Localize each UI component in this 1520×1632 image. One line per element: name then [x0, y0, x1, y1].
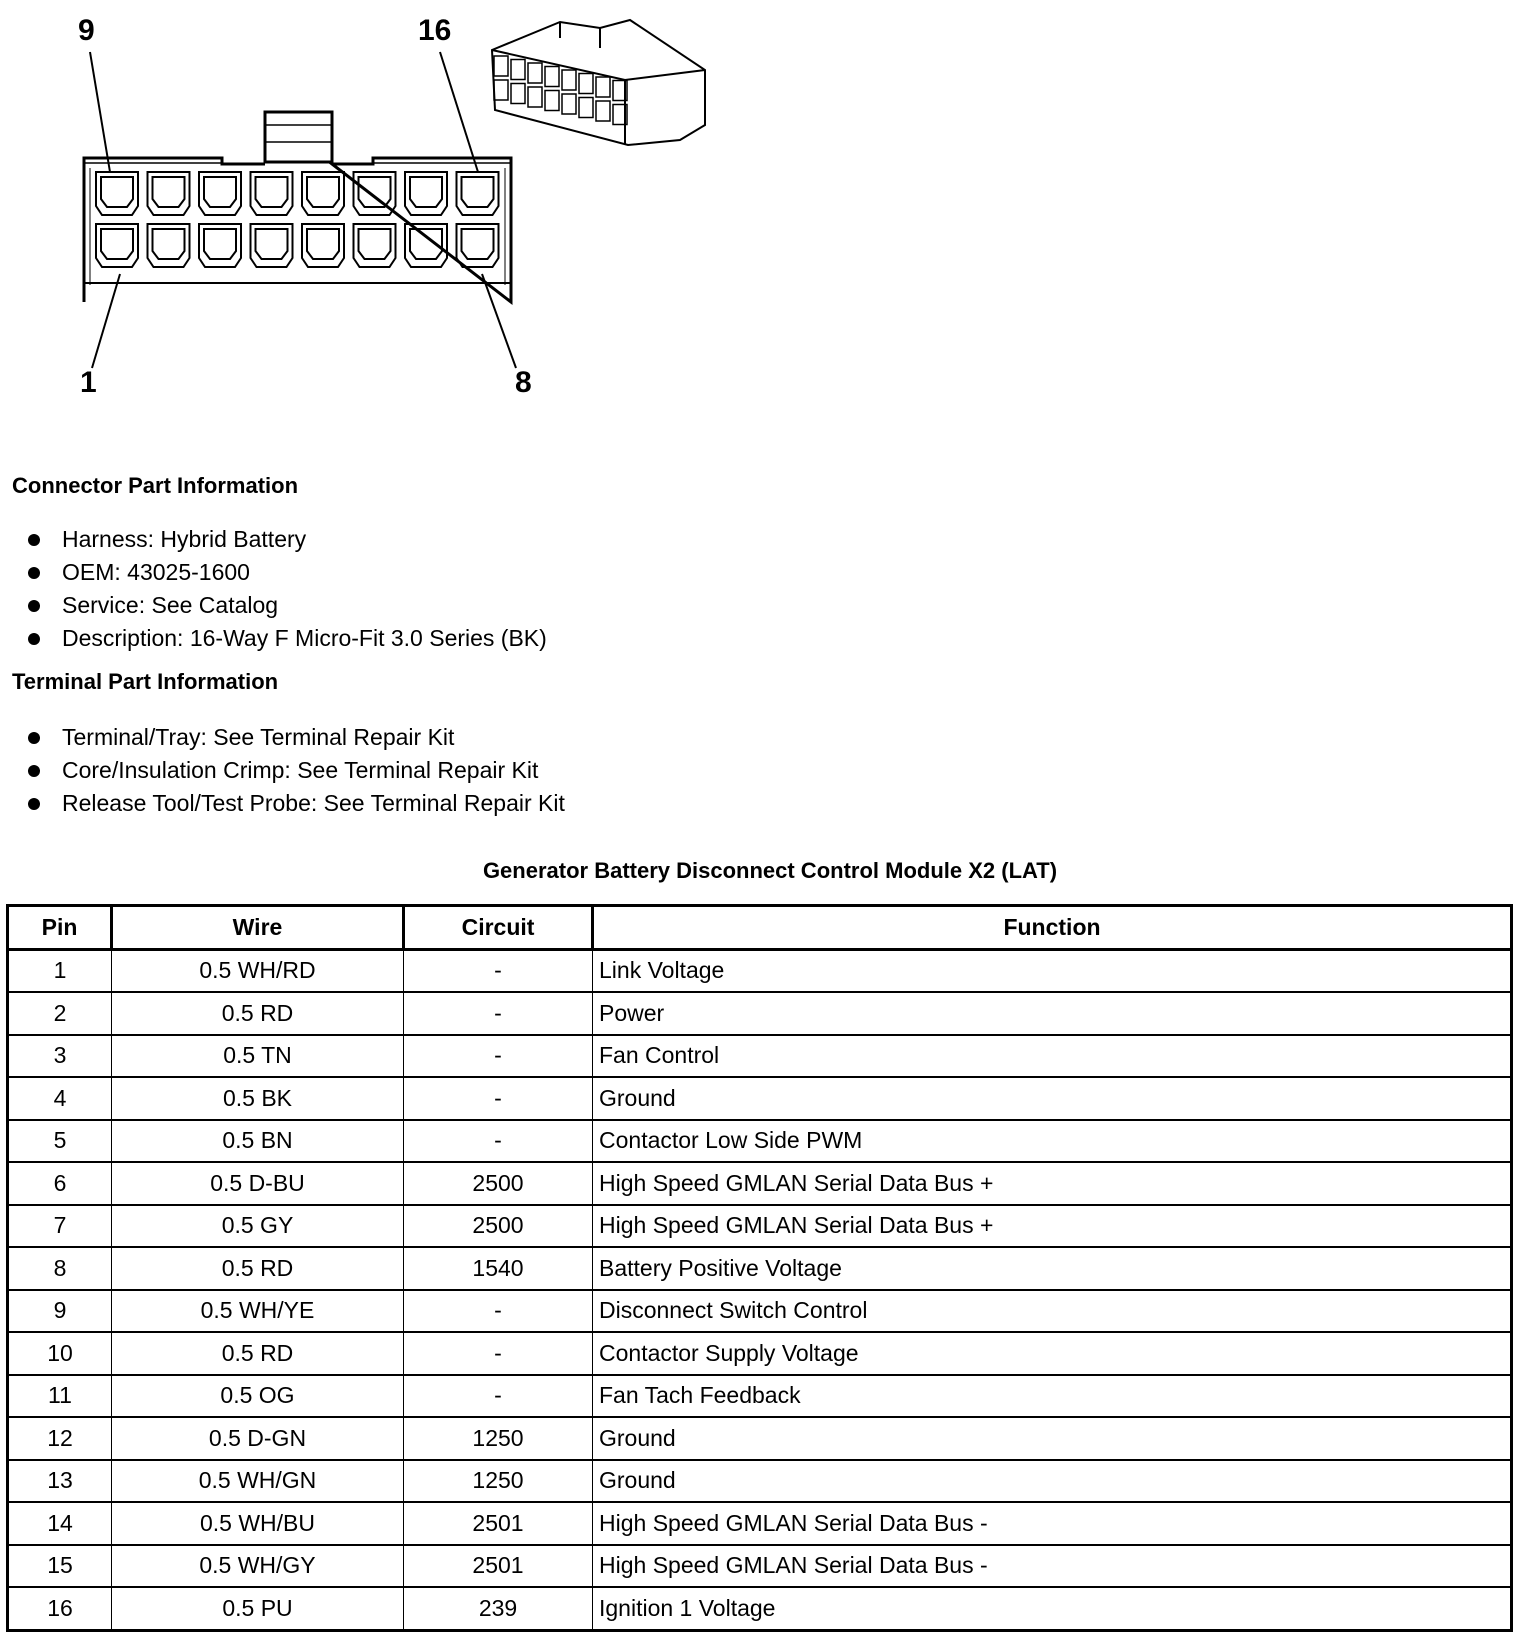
function-cell: Ground [593, 1077, 1512, 1120]
cavity [302, 224, 344, 267]
iso-cavity [494, 80, 508, 100]
iso-cavity [545, 67, 559, 87]
circuit-cell: 1250 [404, 1417, 593, 1460]
cavity-terminal [204, 229, 236, 259]
wire-cell: 0.5 WH/YE [112, 1290, 404, 1333]
wire-cell: 0.5 RD [112, 1247, 404, 1290]
pin-cell: 1 [8, 949, 112, 992]
cavity [457, 172, 499, 215]
cavity [251, 172, 293, 215]
bullet-icon [28, 765, 40, 777]
cavity [457, 224, 499, 267]
iso-cavity [528, 87, 542, 107]
list-item: Description: 16-Way F Micro-Fit 3.0 Series (BK) [28, 622, 547, 655]
circuit-cell: 1250 [404, 1460, 593, 1503]
table-title: Generator Battery Disconnect Control Module X2 (LAT) [482, 858, 1058, 883]
wire-cell: 0.5 OG [112, 1375, 404, 1418]
cavity [405, 172, 447, 215]
bullet-icon [28, 567, 40, 579]
list-item: Harness: Hybrid Battery [28, 523, 547, 556]
list-item: Core/Insulation Crimp: See Terminal Repair Kit [28, 754, 565, 787]
cavity-terminal [410, 177, 442, 207]
table-row [8, 1162, 1512, 1205]
cavity-terminal [101, 177, 133, 207]
connector-isometric-thumbnail [492, 20, 705, 145]
wire-cell: 0.5 RD [112, 1332, 404, 1375]
pin-label-9: 9 [78, 14, 95, 47]
connector-info-heading: Connector Part Information [12, 473, 299, 498]
table-row [8, 992, 1512, 1035]
cavity-terminal [153, 229, 185, 259]
cavity-terminal [307, 229, 339, 259]
cavity-terminal [204, 177, 236, 207]
function-cell: Contactor Low Side PWM [593, 1120, 1512, 1163]
cavity [251, 224, 293, 267]
wire-cell: 0.5 WH/RD [112, 949, 404, 992]
cavity-grid [96, 172, 499, 267]
function-cell: Fan Tach Feedback [593, 1375, 1512, 1418]
iso-cavity [528, 63, 542, 83]
circuit-cell: 2500 [404, 1205, 593, 1248]
cavity [405, 224, 447, 267]
circuit-cell: - [404, 1035, 593, 1078]
cavity-terminal [256, 229, 288, 259]
table-row [8, 1460, 1512, 1503]
table-row [8, 1035, 1512, 1078]
table-row [8, 1545, 1512, 1588]
cavity [96, 172, 138, 215]
iso-cavity [596, 77, 610, 97]
function-cell: Power [593, 992, 1512, 1035]
header-pin: Pin [8, 906, 112, 950]
pin-cell: 8 [8, 1247, 112, 1290]
cavity-terminal [462, 229, 494, 259]
circuit-cell: - [404, 1120, 593, 1163]
pin-cell: 5 [8, 1120, 112, 1163]
function-cell: Ground [593, 1417, 1512, 1460]
function-cell: Battery Positive Voltage [593, 1247, 1512, 1290]
iso-cavity [511, 84, 525, 104]
cavity [148, 172, 190, 215]
table-row [8, 1502, 1512, 1545]
iso-cavity [596, 101, 610, 121]
circuit-cell: - [404, 1332, 593, 1375]
function-cell: High Speed GMLAN Serial Data Bus - [593, 1502, 1512, 1545]
cavity-terminal [307, 177, 339, 207]
list-item: OEM: 43025-1600 [28, 556, 547, 589]
cavity [199, 172, 241, 215]
circuit-cell: - [404, 949, 593, 992]
wire-cell: 0.5 D-GN [112, 1417, 404, 1460]
pin-label-16: 16 [418, 14, 452, 47]
table-row [8, 1247, 1512, 1290]
function-cell: Ground [593, 1460, 1512, 1503]
pin-cell: 13 [8, 1460, 112, 1503]
cavity-terminal [153, 177, 185, 207]
circuit-cell: 2500 [404, 1162, 593, 1205]
pin-cell: 12 [8, 1417, 112, 1460]
iso-cavity [545, 91, 559, 111]
circuit-cell: 239 [404, 1587, 593, 1630]
wire-cell: 0.5 TN [112, 1035, 404, 1078]
cavity-terminal [101, 229, 133, 259]
header-wire: Wire [112, 906, 404, 950]
bullet-icon [28, 633, 40, 645]
function-cell: Disconnect Switch Control [593, 1290, 1512, 1333]
iso-cavity [494, 56, 508, 76]
pin-cell: 16 [8, 1587, 112, 1630]
bullet-icon [28, 600, 40, 612]
pin-label-8: 8 [515, 366, 532, 399]
cavity [354, 224, 396, 267]
iso-cavity [579, 98, 593, 118]
circuit-cell: 1540 [404, 1247, 593, 1290]
list-item: Release Tool/Test Probe: See Terminal Repair Kit [28, 787, 565, 820]
circuit-cell: 2501 [404, 1545, 593, 1588]
circuit-cell: - [404, 992, 593, 1035]
table-row [8, 1332, 1512, 1375]
pin-cell: 3 [8, 1035, 112, 1078]
function-cell: Fan Control [593, 1035, 1512, 1078]
wire-cell: 0.5 D-BU [112, 1162, 404, 1205]
table-row [8, 1205, 1512, 1248]
wire-cell: 0.5 BK [112, 1077, 404, 1120]
table-row [8, 1290, 1512, 1333]
pin-cell: 9 [8, 1290, 112, 1333]
cavity [148, 224, 190, 267]
list-item: Service: See Catalog [28, 589, 547, 622]
pinout-table [6, 904, 1513, 1632]
pin-cell: 14 [8, 1502, 112, 1545]
pin-label-1: 1 [80, 366, 97, 399]
wire-cell: 0.5 WH/GN [112, 1460, 404, 1503]
cavity-terminal [462, 177, 494, 207]
header-function: Function [593, 906, 1512, 950]
cavity [96, 224, 138, 267]
table-row [8, 1375, 1512, 1418]
pin-cell: 6 [8, 1162, 112, 1205]
bullet-icon [28, 732, 40, 744]
pin-cell: 4 [8, 1077, 112, 1120]
wire-cell: 0.5 BN [112, 1120, 404, 1163]
function-cell: High Speed GMLAN Serial Data Bus + [593, 1162, 1512, 1205]
table-row [8, 1417, 1512, 1460]
circuit-cell: - [404, 1290, 593, 1333]
wire-cell: 0.5 WH/GY [112, 1545, 404, 1588]
table-row [8, 949, 1512, 992]
connector-face-diagram [0, 0, 740, 410]
pin-cell: 11 [8, 1375, 112, 1418]
wire-cell: 0.5 RD [112, 992, 404, 1035]
cavity-terminal [359, 177, 391, 207]
table-row [8, 1587, 1512, 1630]
pin-cell: 15 [8, 1545, 112, 1588]
bullet-icon [28, 798, 40, 810]
connector-info-list [28, 523, 547, 655]
function-cell: Ignition 1 Voltage [593, 1587, 1512, 1630]
cavity-terminal [256, 177, 288, 207]
iso-cavity [579, 74, 593, 94]
list-item: Terminal/Tray: See Terminal Repair Kit [28, 721, 565, 754]
wire-cell: 0.5 GY [112, 1205, 404, 1248]
header-circuit: Circuit [404, 906, 593, 950]
pin-cell: 7 [8, 1205, 112, 1248]
circuit-cell: - [404, 1375, 593, 1418]
function-cell: Contactor Supply Voltage [593, 1332, 1512, 1375]
function-cell: Link Voltage [593, 949, 1512, 992]
table-row [8, 1077, 1512, 1120]
function-cell: High Speed GMLAN Serial Data Bus + [593, 1205, 1512, 1248]
wire-cell: 0.5 WH/BU [112, 1502, 404, 1545]
circuit-cell: 2501 [404, 1502, 593, 1545]
connector-latch [265, 112, 332, 162]
cavity-terminal [359, 229, 391, 259]
terminal-info-heading: Terminal Part Information [12, 669, 279, 694]
pin-cell: 2 [8, 992, 112, 1035]
table-row [8, 1120, 1512, 1163]
iso-cavity [562, 94, 576, 114]
iso-cavity [511, 60, 525, 80]
function-cell: High Speed GMLAN Serial Data Bus - [593, 1545, 1512, 1588]
pin-cell: 10 [8, 1332, 112, 1375]
iso-cavity [562, 70, 576, 90]
cavity [302, 172, 344, 215]
terminal-info-list [28, 721, 565, 820]
circuit-cell: - [404, 1077, 593, 1120]
cavity [199, 224, 241, 267]
wire-cell: 0.5 PU [112, 1587, 404, 1630]
bullet-icon [28, 534, 40, 546]
